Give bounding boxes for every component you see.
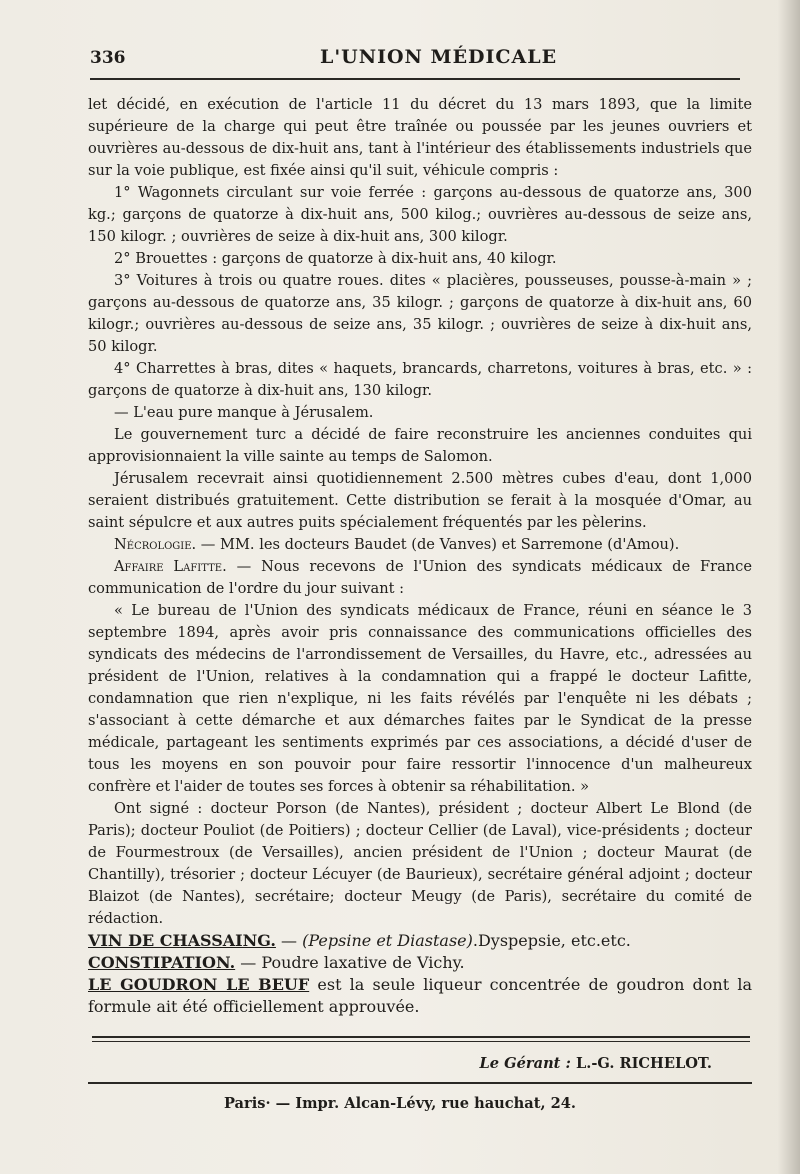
jerusalem-heading: — L'eau pure manque à Jérusalem.	[114, 404, 374, 421]
ad-constipation-title: CONSTIPATION.	[88, 953, 236, 972]
footer-rule-thin	[92, 1041, 750, 1042]
jerusalem-paragraph-2: Jérusalem recevrait ainsi quotidiennement 2.500 mètres cubes d'eau, dont 1,000 seraient distribués gratuitement. Cette distribution se ferait à la mosquée d'Omar, au saint sépulcre et aux autres puits spécialement fréquentés par les pèlerins.	[88, 470, 752, 531]
jerusalem-paragraph-1: Le gouvernement turc a décidé de faire reconstruire les anciennes conduites qui approvisionnaient la ville sainte au temps de Salomon.	[88, 426, 752, 465]
necrologie-label: Nécrologie.	[114, 536, 197, 553]
ad-vin-rest: .Dyspepsie, etc.etc.	[472, 931, 631, 950]
decree-paragraph: let décidé, en exécution de l'article 11 du décret du 13 mars 1893, que la limite supérieure de la charge qui peut être traînée ou poussée par les jeunes ouvriers et ouvrières au-dessous de dix-huit ans, tant à l'intérieur des établissements industriels que sur la voie publique, est fixée ainsi qu'il suit, véhicule compris :	[88, 96, 752, 179]
affaire-label: Affaire Lafitte.	[114, 558, 227, 575]
header-rule	[90, 78, 740, 80]
page-number: 336	[90, 48, 126, 68]
footer-rule-thick	[92, 1036, 750, 1038]
wagonnets-paragraph: 1° Wagonnets circulant sur voie ferrée : garçons au-dessous de quatorze ans, 300 kg.; garçons de quatorze à dix-huit ans, 500 kilog.; ouvrières au-dessous de seize ans, 150 kilogr. ; ouvrières de seize à dix-huit ans, 300 kilogr.	[88, 184, 752, 245]
ad-goudron-rest: est la seule liqueur concentrée de goudron dont la formule ait été officiellement approuvée.	[88, 975, 752, 1016]
ad-vin-dash: —	[275, 931, 303, 950]
affaire-text: — Nous recevons de l'Union des syndicats médicaux de France communication de l'ordre du jour suivant :	[88, 558, 752, 597]
ad-goudron-title: LE GOUDRON LE BEUF	[88, 975, 310, 994]
signatories-paragraph: Ont signé : docteur Porson (de Nantes), président ; docteur Albert Le Blond (de Paris); docteur Pouliot (de Poitiers) ; docteur Cellier (de Laval), vice-présidents ; docteur de Fourmestroux (de Versailles), ancien président de l'Union ; docteur Maurat (de Chantilly), trésorier ; docteur Lécuyer (de Baurieux), secrétaire général adjoint ; docteur Blaizot (de Nantes), secrétaire; docteur Meugy (de Paris), secrétaire du comité de rédaction.	[88, 800, 752, 927]
voitures-paragraph: 3° Voitures à trois ou quatre roues. dites « placières, pousseuses, pousse-à-main » ; garçons au-dessous de quatorze ans, 35 kilogr. ; garçons de quatorze à dix-huit ans, 60 kilogr.; ouvrières au-dessous de seize ans, 35 kilogr. ; ouvrières de seize à dix-huit ans, 50 kilogr.	[88, 272, 752, 355]
ad-constipation-rest: — Poudre laxative de Vichy.	[235, 953, 465, 972]
ad-vin-italic: (Pepsine et Diastase)	[302, 931, 473, 950]
charrettes-paragraph: 4° Charrettes à bras, dites « haquets, brancards, charretons, voitures à bras, etc. » : garçons de quatorze à dix-huit ans, 130 kilogr.	[88, 360, 752, 399]
footer-rule-bottom	[88, 1082, 752, 1084]
gerant-line	[480, 1055, 712, 1072]
brouettes-paragraph: 2° Brouettes : garçons de quatorze à dix-huit ans, 40 kilogr.	[114, 250, 557, 267]
printer-line: Paris· — Impr. Alcan-Lévy, rue hauchat, 24.	[223, 1095, 577, 1112]
ad-vin-de-chassaing	[88, 930, 752, 952]
ad-constipation	[88, 952, 752, 974]
ad-vin-title: VIN DE CHASSAING.	[88, 931, 276, 950]
gerant-label: Le Gérant :	[479, 1055, 571, 1072]
necrologie-paragraph	[88, 534, 752, 556]
quoted-resolution: « Le bureau de l'Union des syndicats médicaux de France, réuni en séance le 3 septembre 1894, après avoir pris connaissance des communications officielles des syndicats des médecins de l'arrondissement de Versailles, du Havre, etc., adressées au président de l'Union, relatives à la condamnation qui a frappé le docteur Lafitte, condamnation que rien n'explique, ni les faits révélés par l'enquête ni les débats ; s'associant à cette démarche et aux démarches faites par le Syndicat de la presse médicale, partageant les sentiments exprimés par ces associations, a décidé d'user de tous les moyens en son pouvoir pour faire ressortir l'innocence d'un malheureux confrère et l'aider de toutes ses forces à obtenir sa réhabilitation. »	[88, 602, 752, 795]
affaire-paragraph	[88, 556, 752, 600]
ad-goudron	[88, 974, 752, 1018]
page-edge-shadow	[778, 0, 800, 1174]
necrologie-text: — MM. les docteurs Baudet (de Vanves) et Sarremone (d'Amou).	[196, 536, 680, 553]
running-title: L'UNION MÉDICALE	[320, 46, 558, 68]
gerant-name: L.-G. RICHELOT.	[570, 1055, 712, 1072]
page-header	[90, 44, 750, 74]
article-body	[88, 94, 752, 1018]
